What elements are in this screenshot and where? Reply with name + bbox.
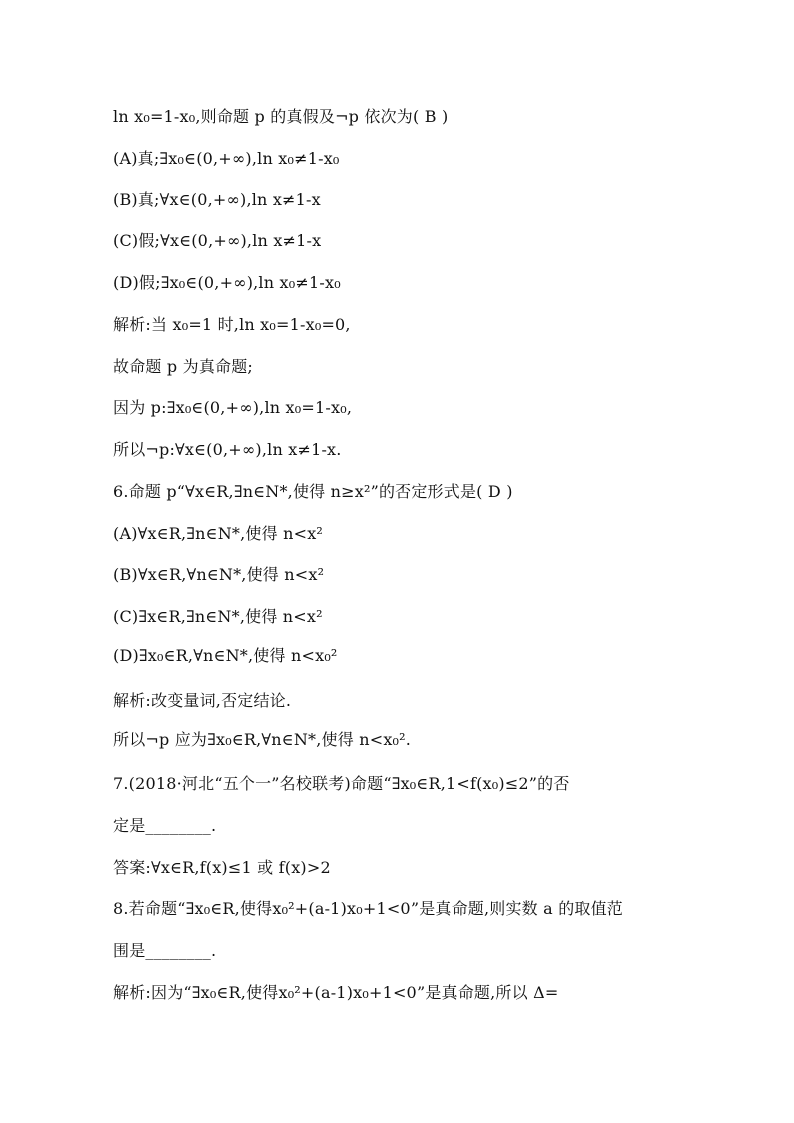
option-a: (A)真;∃x₀∈(0,+∞),ln x₀≠1-x₀ xyxy=(113,149,340,168)
question-6-stem: 6.命题 p“∀x∈R,∃n∈N*,使得 n≥x²”的否定形式是( D ) xyxy=(113,482,513,501)
option-a: (A)∀x∈R,∃n∈N*,使得 n<x² xyxy=(113,524,324,543)
option-d: (D)假;∃x₀∈(0,+∞),ln x₀≠1-x₀ xyxy=(113,273,341,292)
question-7-blank: 定是________. xyxy=(113,816,217,835)
option-c: (C)假;∀x∈(0,+∞),ln x≠1-x xyxy=(113,231,322,250)
question-7-stem: 7.(2018·河北“五个一”名校联考)命题“∃x₀∈R,1<f(x₀)≤2”的否 xyxy=(113,774,570,793)
analysis-line: 所以¬p:∀x∈(0,+∞),ln x≠1-x. xyxy=(113,440,342,459)
option-b: (B)真;∀x∈(0,+∞),ln x≠1-x xyxy=(113,190,321,209)
analysis-line: 故命题 p 为真命题; xyxy=(113,357,254,376)
analysis-line: 解析:当 x₀=1 时,ln x₀=1-x₀=0, xyxy=(113,315,351,334)
analysis-line: 因为 p:∃x₀∈(0,+∞),ln x₀=1-x₀, xyxy=(113,398,353,417)
analysis-line: 解析:改变量词,否定结论. xyxy=(113,691,292,710)
option-c: (C)∃x∈R,∃n∈N*,使得 n<x² xyxy=(113,607,323,626)
analysis-line: 解析:因为“∃x₀∈R,使得x₀²+(a-1)x₀+1<0”是真命题,所以 Δ= xyxy=(113,983,559,1002)
analysis-line: 所以¬p 应为∃x₀∈R,∀n∈N*,使得 n<x₀². xyxy=(113,730,412,749)
answer-line: 答案:∀x∈R,f(x)≤1 或 f(x)>2 xyxy=(113,858,331,877)
option-d: (D)∃x₀∈R,∀n∈N*,使得 n<x₀² xyxy=(113,646,338,665)
question-8-stem: 8.若命题“∃x₀∈R,使得x₀²+(a-1)x₀+1<0”是真命题,则实数 a 的取值范 xyxy=(113,899,623,918)
question-8-blank: 围是________. xyxy=(113,941,217,960)
question-5-stem-continued: ln x₀=1-x₀,则命题 p 的真假及¬p 依次为( B ) xyxy=(113,107,449,126)
option-b: (B)∀x∈R,∀n∈N*,使得 n<x² xyxy=(113,565,325,584)
